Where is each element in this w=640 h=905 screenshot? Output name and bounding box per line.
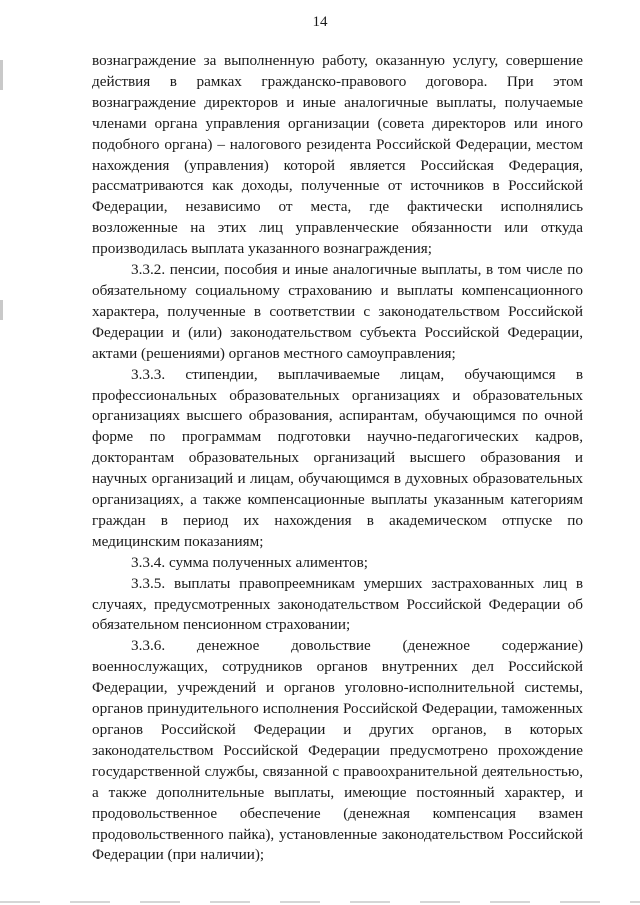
scan-bottom-edge: [0, 901, 640, 903]
paragraph-3-3-2: 3.3.2. пенсии, пособия и иные аналогичные выплаты, в том числе по обязательному социальному страхованию и выплаты компенсационного характера, полученные в соответствии с законодательством Российской Федерации и (или) законодательством субъекта Российской Федерации, актами (решениями) органов местного самоуправления;: [92, 261, 583, 362]
paragraph-3-3-5: 3.3.5. выплаты правопреемникам умерших застрахованных лиц в случаях, предусмотренных законодательством Российской Федерации об обязательном пенсионном страховании;: [92, 574, 583, 634]
paragraph-3-3-6: 3.3.6. денежное довольствие (денежное содержание) военнослужащих, сотрудников органов внутренних дел Российской Федерации, учреждений и органов уголовно-исполнительной системы, органов принудительного исполнения Российской Федерации, таможенных органов Российской Федерации и других органов, в которых законодательством Российской Федерации предусмотрено прохождение государственной службы, связанной с правоохранительной деятельностью, а также дополнительные выплаты, имеющие постоянный характер, и продовольственное обеспечение (денежная компенсация взамен продовольственного пайка), установленные законодательством Российской Федерации (при наличии);: [92, 637, 583, 864]
page-number: 14: [312, 14, 328, 30]
paragraph-continuation: вознаграждение за выполненную работу, оказанную услугу, совершение действия в рамках гражданско-правового договора. При этом вознаграждение директоров и иные аналогичные выплаты, получаемые членами органа управления организации (совета директоров или иного подобного органа) – налогового резидента Российской Федерации, местом нахождения (управления) которой является Российская Федерация, рассматриваются как доходы, полученные от источников в Российской Федерации, независимо от места, где фактически исполнялись возложенные на этих лиц управленческие обязанности или откуда производилась выплата указанного вознаграждения;: [92, 52, 583, 258]
paragraph-3-3-4: 3.3.4. сумма полученных алиментов;: [131, 553, 368, 571]
paragraph-3-3-3: 3.3.3. стипендии, выплачиваемые лицам, обучающимся в профессиональных образовательных организациях и образовательных организациях высшего образования, аспирантам, обучающимся по очной форме по программам подготовки научно-педагогических кадров, докторантам образовательных организаций высшего образования и научных организаций и лицам, обучающимся в духовных образовательных организациях, а также компенсационные выплаты указанным категориям граждан в период их нахождения в академическом отпуске по медицинским показаниям;: [92, 365, 583, 550]
scan-edge-mark: [0, 60, 3, 90]
scan-edge-mark: [0, 300, 3, 320]
document-body: [92, 51, 583, 866]
